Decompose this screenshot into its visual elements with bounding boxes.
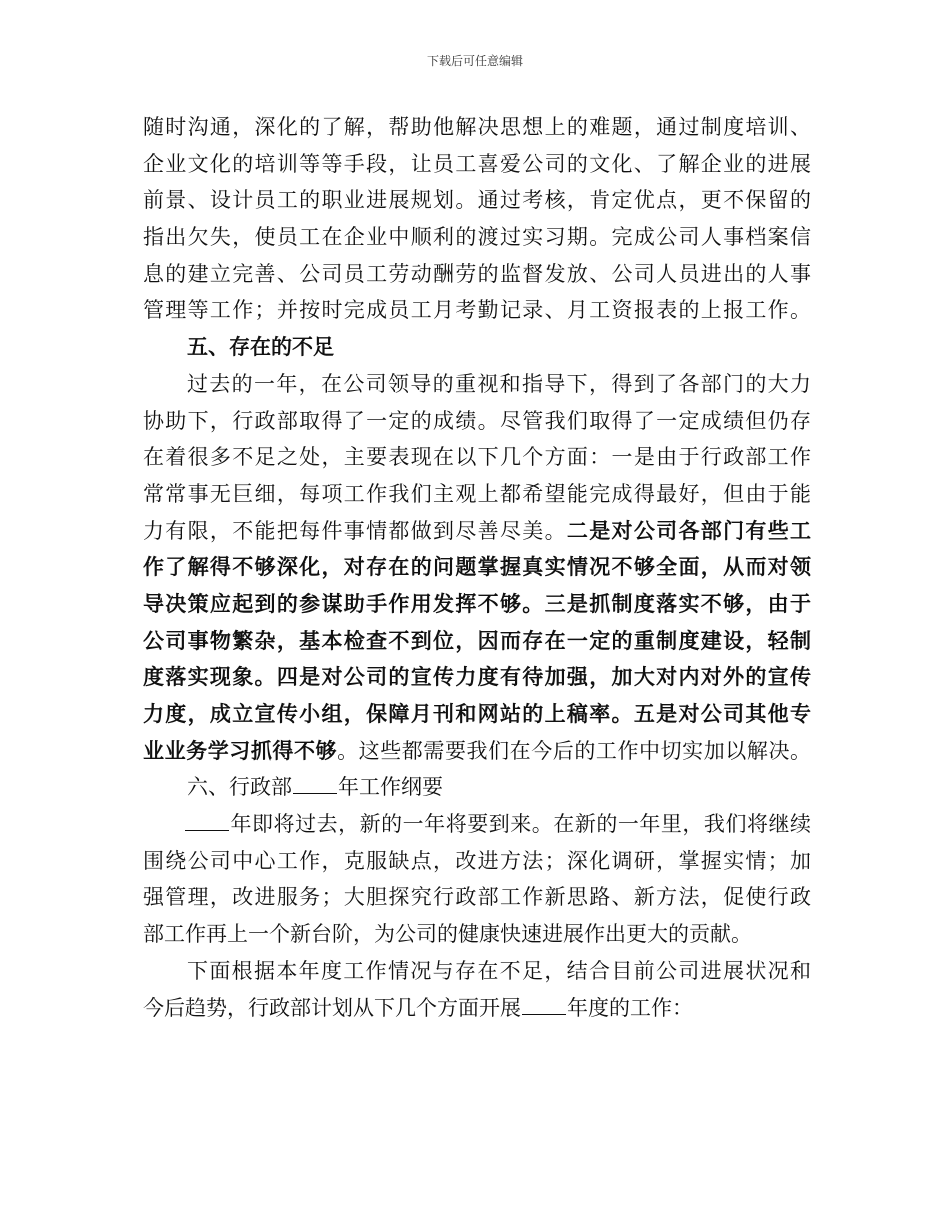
text-segment: 年即将过去，新的一年将要到来。在新的一年里，我们将继续 bbox=[230, 812, 811, 837]
text-segment: 年度的工作： bbox=[567, 995, 693, 1020]
text-line: 指出欠失，使员工在企业中顺利的渡过实习期。完成公司人事档案信 bbox=[143, 225, 811, 250]
bold-text-line: 导决策应起到的参谋助手作用发挥不够。三是抓制度落实不够，由于 bbox=[143, 590, 811, 616]
text-line: 常常事无巨细，每项工作我们主观上都希望能完成得最好，但由于能 bbox=[143, 481, 811, 506]
bold-text-segment: 二是对公司各部门有些工 bbox=[566, 517, 812, 543]
text-line bbox=[143, 806, 811, 843]
bold-text-line: 度落实现象。四是对公司的宣传力度有待加强，加大对内对外的宣传 bbox=[143, 664, 811, 690]
text-line bbox=[143, 513, 811, 550]
year-blank bbox=[185, 810, 229, 831]
text-line: 在着很多不足之处，主要表现在以下几个方面：一是由于行政部工作 bbox=[143, 445, 811, 470]
heading-text: 年工作纲要 bbox=[338, 775, 443, 800]
bold-text-line: 力度，成立宣传小组，保障月刊和网站的上稿率。五是对公司其他专 bbox=[143, 701, 811, 726]
text-line: 围绕公司中心工作，克服缺点，改进方法；深化调研，掌握实情；加 bbox=[143, 848, 811, 873]
text-segment: 今后趋势，行政部计划从下几个方面开展 bbox=[143, 995, 521, 1020]
bold-text-line: 作了解得不够深化，对存在的问题掌握真实情况不够全面，从而对领 bbox=[143, 554, 811, 580]
text-line bbox=[143, 733, 811, 770]
bold-text-line: 公司事物繁杂，基本检查不到位，因而存在一定的重制度建设，轻制 bbox=[143, 627, 811, 653]
paragraph-new-year bbox=[143, 806, 811, 953]
text-segment: 。这些都需要我们在今后的工作中切实加以解决。 bbox=[337, 738, 812, 763]
text-line: 随时沟通，深化的了解，帮助他解决思想上的难题，通过制度培训、 bbox=[143, 115, 811, 139]
text-line: 协助下，行政部取得了一定的成绩。尽管我们取得了一定成绩但仍存 bbox=[143, 408, 811, 433]
paragraph-plan bbox=[143, 953, 811, 1026]
text-line: 管理等工作；并按时完成员工月考勤记录、月工资报表的上报工作。 bbox=[143, 298, 811, 323]
text-line: 部工作再上一个新台阶，为公司的健康快速进展作出更大的贡献。 bbox=[143, 922, 752, 947]
text-line: 过去的一年，在公司领导的重视和指导下，得到了各部门的大力 bbox=[187, 371, 811, 396]
text-segment: 力有限，不能把每件事情都做到尽善尽美。 bbox=[143, 518, 567, 543]
text-line: 企业文化的培训等等手段，让员工喜爱公司的文化、了解企业的进展 bbox=[143, 151, 811, 176]
paragraph-shortcomings bbox=[143, 366, 811, 770]
text-line: 息的建立完善、公司员工劳动酬劳的监督发放、公司人员进出的人事 bbox=[143, 261, 811, 286]
section-heading-work-outline bbox=[143, 769, 811, 806]
year-blank bbox=[522, 994, 566, 1015]
text-line: 强管理，改进服务；大胆探究行政部工作新思路、新方法，促使行政 bbox=[143, 885, 811, 910]
bold-text-segment: 业业务学习抓得不够 bbox=[143, 737, 338, 763]
text-line: 下面根据本年度工作情况与存在不足，结合目前公司进展状况和 bbox=[187, 958, 811, 983]
text-line bbox=[143, 990, 811, 1027]
section-heading-shortcomings: 五、存在的不足 bbox=[187, 334, 334, 360]
paragraph-staff-management bbox=[143, 109, 811, 329]
heading-text: 六、行政部 bbox=[187, 775, 292, 800]
text-line: 前景、设计员工的职业进展规划。通过考核，肯定优点，更不保留的 bbox=[143, 188, 811, 213]
page-header: 下载后可任意编辑 bbox=[426, 54, 523, 68]
year-blank bbox=[293, 773, 337, 794]
document-body bbox=[143, 109, 811, 1026]
